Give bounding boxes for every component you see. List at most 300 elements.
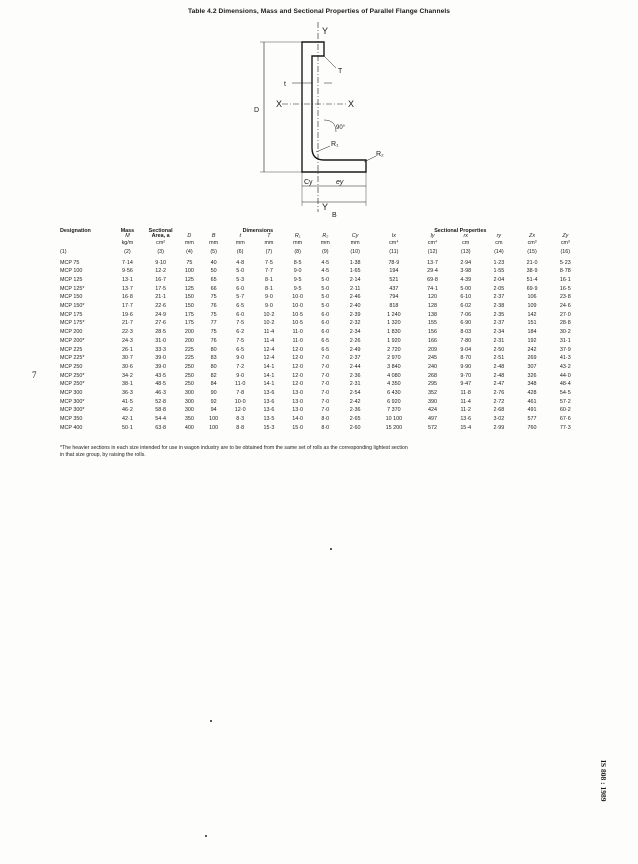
value-cell: 818 <box>389 303 399 310</box>
value-cell: 29·4 <box>427 268 438 275</box>
designation-cell: MCP 150* <box>60 303 85 310</box>
value-cell: 13·0 <box>292 389 304 396</box>
value-cell: 2·38 <box>493 303 505 310</box>
value-cell: 76 <box>210 303 217 310</box>
value-cell: 9·5 <box>293 277 302 284</box>
value-cell: 7·8 <box>236 389 245 396</box>
column-number: (3) <box>157 249 164 256</box>
symbol-cell: Zy <box>562 233 569 240</box>
x-left-label: X <box>276 99 283 109</box>
value-cell: 3·02 <box>493 416 505 423</box>
value-cell: 14·0 <box>292 416 304 423</box>
value-cell: 16·7 <box>155 277 167 284</box>
value-cell: 2·11 <box>349 285 361 292</box>
value-cell: 400 <box>184 424 194 431</box>
value-cell: 15·4 <box>460 424 472 431</box>
value-cell: 348 <box>527 381 537 388</box>
value-cell: 2·39 <box>349 311 361 318</box>
value-cell: 30·7 <box>122 355 133 362</box>
value-cell: 46·2 <box>122 407 133 414</box>
value-cell: 175 <box>184 320 194 327</box>
value-cell: 9·56 <box>122 268 133 275</box>
value-cell: 2 970 <box>387 355 401 362</box>
value-cell: 155 <box>428 320 438 327</box>
value-cell: 75 <box>210 329 217 336</box>
value-cell: 2·35 <box>493 311 505 318</box>
value-cell: 15·3 <box>263 424 275 431</box>
value-cell: 5·23 <box>559 259 571 266</box>
value-cell: 2·49 <box>349 346 361 353</box>
value-cell: 8·0 <box>321 416 330 423</box>
value-cell: 9·70 <box>460 372 472 379</box>
value-cell: 5·00 <box>460 285 472 292</box>
value-cell: 10·5 <box>292 311 304 318</box>
value-cell: 13·6 <box>460 416 472 423</box>
value-cell: 6 920 <box>387 398 401 405</box>
value-cell: 300 <box>184 398 194 405</box>
value-cell: 42·1 <box>122 416 133 423</box>
value-cell: 13·1 <box>122 277 133 284</box>
value-cell: 295 <box>428 381 438 388</box>
footnote-line: *The heavier sections in each size intended for use in wagon industry are to be obtained from the same set of rolls as the corresponding lightest section <box>60 445 408 451</box>
value-cell: 497 <box>428 416 438 423</box>
channel-section-diagram <box>240 20 400 220</box>
value-cell: 2·34 <box>349 329 361 336</box>
table-row <box>60 311 582 320</box>
symbol-cell: R₁ <box>294 233 301 240</box>
area-subheader: Area, a <box>151 233 170 240</box>
value-cell: 2 720 <box>387 346 401 353</box>
value-cell: 4·5 <box>321 259 330 266</box>
r1-label: R₁ <box>331 141 339 148</box>
r2-leader <box>364 156 376 162</box>
value-cell: 8·1 <box>265 277 273 284</box>
table-row <box>60 424 582 433</box>
value-cell: 13·6 <box>263 389 275 396</box>
value-cell: 2·04 <box>493 277 505 284</box>
column-number: (9) <box>322 249 329 256</box>
x-right-label: X <box>348 99 355 109</box>
column-number: (4) <box>186 249 193 256</box>
value-cell: 6 430 <box>387 389 401 396</box>
designation-cell: MCP 200 <box>60 329 83 336</box>
flange-thickness-leader <box>324 56 336 68</box>
value-cell: 33·3 <box>155 346 167 353</box>
mass-header: Mass <box>120 227 135 234</box>
value-cell: 2·50 <box>493 346 505 353</box>
value-cell: 2·44 <box>349 363 361 370</box>
value-cell: 2·34 <box>493 329 505 336</box>
value-cell: 577 <box>527 416 537 423</box>
value-cell: 13·6 <box>263 407 275 414</box>
value-cell: 307 <box>527 363 537 370</box>
value-cell: 11·0 <box>235 381 246 388</box>
column-number: (5) <box>210 249 217 256</box>
value-cell: 23·8 <box>559 294 571 301</box>
value-cell: 11·0 <box>292 337 303 344</box>
value-cell: 7·06 <box>460 311 472 318</box>
value-cell: 14·1 <box>263 372 275 379</box>
value-cell: 6·0 <box>236 311 245 318</box>
value-cell: 54·5 <box>559 389 571 396</box>
value-cell: 21·1 <box>155 294 167 301</box>
value-cell: 40 <box>210 259 217 266</box>
value-cell: 3·98 <box>460 268 472 275</box>
column-number: (10) <box>350 249 360 256</box>
table-row <box>60 285 582 294</box>
breadth-label: B <box>332 212 337 219</box>
value-cell: 16·1 <box>559 277 571 284</box>
value-cell: 84 <box>210 381 217 388</box>
web-thickness-label: t <box>284 81 286 88</box>
value-cell: 2·46 <box>349 294 361 301</box>
value-cell: 74·1 <box>427 285 438 292</box>
value-cell: 31·1 <box>559 337 571 344</box>
value-cell: 44·0 <box>559 372 571 379</box>
value-cell: 39·0 <box>155 363 167 370</box>
value-cell: 75 <box>210 311 217 318</box>
unit-cell: cm <box>495 239 503 246</box>
header-group-row <box>60 226 582 234</box>
value-cell: 80 <box>210 363 217 370</box>
value-cell: 14·1 <box>263 381 275 388</box>
value-cell: 7·0 <box>321 363 330 370</box>
symbol-cell: B <box>211 233 216 240</box>
value-cell: 209 <box>428 346 438 353</box>
value-cell: 250 <box>184 381 194 388</box>
value-cell: 6·5 <box>321 337 330 344</box>
table-row <box>60 381 582 390</box>
value-cell: 1 320 <box>387 320 401 327</box>
value-cell: 7 370 <box>387 407 401 414</box>
value-cell: 17·5 <box>155 285 167 292</box>
designation-cell: MCP 250* <box>60 372 85 379</box>
value-cell: 21·7 <box>122 320 133 327</box>
value-cell: 48·5 <box>155 381 167 388</box>
symbol-cell: M <box>125 233 130 240</box>
value-cell: 194 <box>389 268 399 275</box>
unit-cell: mm <box>293 239 303 246</box>
table-row <box>60 363 582 372</box>
value-cell: 200 <box>184 337 194 344</box>
designation-cell: MCP 100 <box>60 268 83 275</box>
unit-row <box>60 240 582 247</box>
value-cell: 12·0 <box>292 355 304 362</box>
value-cell: 10·2 <box>263 311 275 318</box>
unit-cell: mm <box>320 239 330 246</box>
value-cell: 11·8 <box>460 389 471 396</box>
value-cell: 1·55 <box>493 268 505 275</box>
value-cell: 28·5 <box>155 329 167 336</box>
value-cell: 5·7 <box>236 294 245 301</box>
value-cell: 6·10 <box>460 294 472 301</box>
designation-cell: MCP 250* <box>60 381 85 388</box>
value-cell: 2·48 <box>493 372 505 379</box>
value-cell: 12·0 <box>292 381 304 388</box>
table-row <box>60 355 582 364</box>
unit-cell: cm <box>462 239 470 246</box>
value-cell: 269 <box>527 355 537 362</box>
value-cell: 7·80 <box>460 337 472 344</box>
value-cell: 77·3 <box>559 424 571 431</box>
value-cell: 4·8 <box>236 259 245 266</box>
value-cell: 2·42 <box>349 398 361 405</box>
value-cell: 125 <box>184 277 194 284</box>
value-cell: 2·31 <box>349 381 361 388</box>
symbol-cell: Ix <box>391 233 396 240</box>
table-row <box>60 415 582 424</box>
value-cell: 43·2 <box>559 363 571 370</box>
unit-cell: mm <box>264 239 274 246</box>
value-cell: 352 <box>428 389 438 396</box>
value-cell: 11·2 <box>460 407 471 414</box>
value-cell: 8·78 <box>559 268 571 275</box>
value-cell: 26·1 <box>122 346 133 353</box>
value-cell: 2·36 <box>349 407 361 414</box>
table-body <box>60 259 582 433</box>
value-cell: 7·2 <box>236 363 245 370</box>
column-number: (7) <box>265 249 273 256</box>
symbol-cell: D <box>187 233 192 240</box>
value-cell: 128 <box>428 303 438 310</box>
value-cell: 7·5 <box>265 259 273 266</box>
page-number: 7 <box>32 370 37 380</box>
value-cell: 5·0 <box>321 285 330 292</box>
value-cell: 12·2 <box>155 268 167 275</box>
value-cell: 7·7 <box>265 268 273 275</box>
value-cell: 66 <box>210 285 217 292</box>
value-cell: 100 <box>209 416 219 423</box>
r2-label: R₂ <box>376 151 384 158</box>
value-cell: 63·8 <box>155 424 167 431</box>
value-cell: 12·0 <box>234 407 246 414</box>
value-cell: 54·4 <box>155 416 167 423</box>
value-cell: 5·0 <box>321 303 330 310</box>
value-cell: 13·0 <box>292 407 304 414</box>
value-cell: 69·8 <box>427 277 438 284</box>
designation-cell: MCP 300* <box>60 398 85 405</box>
value-cell: 12·0 <box>292 372 304 379</box>
value-cell: 8·5 <box>293 259 302 266</box>
value-cell: 7·5 <box>236 337 245 344</box>
value-cell: 13·0 <box>292 398 304 405</box>
column-number: (11) <box>389 249 399 256</box>
value-cell: 52·8 <box>155 398 167 405</box>
value-cell: 16·8 <box>122 294 133 301</box>
table-row <box>60 276 582 285</box>
angle-label: 90° <box>336 125 346 131</box>
value-cell: 15·0 <box>292 424 304 431</box>
table-row <box>60 372 582 381</box>
unit-cell: mm <box>209 239 219 246</box>
value-cell: 4 080 <box>387 372 401 379</box>
value-cell: 83 <box>210 355 217 362</box>
value-cell: 2·72 <box>493 398 505 405</box>
value-cell: 38·9 <box>526 268 538 275</box>
unit-cell: mm <box>184 239 194 246</box>
value-cell: 7·14 <box>122 259 133 266</box>
unit-cell: cm³ <box>527 239 537 246</box>
value-cell: 46·3 <box>155 389 167 396</box>
symbol-cell: ry <box>496 233 502 240</box>
value-cell: 9·90 <box>460 363 472 370</box>
designation-cell: MCP 225* <box>60 355 85 362</box>
value-cell: 521 <box>389 277 399 284</box>
value-cell: 7·0 <box>321 398 330 405</box>
symbol-cell: t <box>239 233 241 240</box>
column-number: (14) <box>494 249 504 256</box>
value-cell: 10·0 <box>234 398 246 405</box>
value-cell: 424 <box>428 407 438 414</box>
value-cell: 15 200 <box>385 424 403 431</box>
value-cell: 572 <box>428 424 438 431</box>
value-cell: 794 <box>389 294 399 301</box>
value-cell: 9·0 <box>236 355 245 362</box>
value-cell: 225 <box>184 346 194 353</box>
sectional-properties-header: Sectional Properties <box>434 227 487 234</box>
value-cell: 225 <box>184 355 194 362</box>
value-cell: 5·0 <box>236 268 245 275</box>
value-cell: 11·0 <box>292 329 303 336</box>
value-cell: 250 <box>184 363 194 370</box>
value-cell: 2·48 <box>493 363 505 370</box>
value-cell: 9·04 <box>460 346 472 353</box>
value-cell: 4 350 <box>387 381 401 388</box>
value-cell: 60·2 <box>559 407 571 414</box>
value-cell: 138 <box>428 311 438 318</box>
value-cell: 6·5 <box>236 303 245 310</box>
unit-cell: cm³ <box>560 239 570 246</box>
value-cell: 10 100 <box>385 416 403 423</box>
value-cell: 21·0 <box>526 259 538 266</box>
value-cell: 2·51 <box>493 355 505 362</box>
value-cell: 34·2 <box>122 372 133 379</box>
table-row <box>60 302 582 311</box>
value-cell: 1·65 <box>349 268 361 275</box>
table-row <box>60 268 582 277</box>
designation-cell: MCP 175 <box>60 311 83 318</box>
value-cell: 31·0 <box>155 337 167 344</box>
symbol-cell: Iy <box>430 233 435 240</box>
value-cell: 24·6 <box>559 303 571 310</box>
symbol-cell: Zx <box>529 233 536 240</box>
value-cell: 22·3 <box>122 329 133 336</box>
value-cell: 2·68 <box>493 407 505 414</box>
value-cell: 268 <box>428 372 438 379</box>
column-number: (13) <box>460 249 471 256</box>
value-cell: 6·0 <box>321 329 330 336</box>
value-cell: 166 <box>428 337 438 344</box>
designation-cell: MCP 200* <box>60 337 85 344</box>
value-cell: 100 <box>209 424 219 431</box>
table-row <box>60 389 582 398</box>
designation-cell: MCP 250 <box>60 363 83 370</box>
value-cell: 58·8 <box>155 407 167 414</box>
value-cell: 37·9 <box>559 346 571 353</box>
scan-speck <box>205 835 207 837</box>
value-cell: 28·8 <box>559 320 571 327</box>
value-cell: 156 <box>428 329 438 336</box>
value-cell: 7·0 <box>321 389 330 396</box>
designation-cell: MCP 125* <box>60 285 85 292</box>
value-cell: 50·1 <box>122 424 133 431</box>
value-cell: 184 <box>527 329 537 336</box>
value-cell: 2·14 <box>349 277 361 284</box>
standard-reference: IS 808 : 1989 <box>599 760 608 802</box>
value-cell: 10·0 <box>292 294 304 301</box>
cy-label: Cy <box>304 179 313 186</box>
value-cell: 109 <box>527 303 537 310</box>
value-cell: 9·0 <box>236 372 245 379</box>
value-cell: 300 <box>184 407 194 414</box>
value-cell: 10·0 <box>292 303 304 310</box>
value-cell: 390 <box>428 398 438 405</box>
value-cell: 2·37 <box>349 355 361 362</box>
value-cell: 7·0 <box>321 355 330 362</box>
column-number: (12) <box>427 249 438 256</box>
value-cell: 350 <box>184 416 194 423</box>
ey-label: ey <box>336 179 344 186</box>
value-cell: 3 840 <box>387 363 401 370</box>
value-cell: 2·05 <box>493 285 505 292</box>
value-cell: 94 <box>210 407 217 414</box>
value-cell: 24·9 <box>155 311 167 318</box>
value-cell: 5·0 <box>321 294 330 301</box>
value-cell: 90 <box>210 389 217 396</box>
column-number: (16) <box>560 249 571 256</box>
value-cell: 2·26 <box>349 337 361 344</box>
value-cell: 8·03 <box>460 329 472 336</box>
value-cell: 50 <box>210 268 217 275</box>
unit-cell <box>60 240 111 247</box>
table-row <box>60 294 582 303</box>
unit-cell: kg/m <box>121 239 134 246</box>
value-cell: 8·0 <box>321 424 330 431</box>
value-cell: 150 <box>184 303 194 310</box>
table-row <box>60 337 582 346</box>
value-cell: 5·3 <box>236 277 245 284</box>
value-cell: 17·7 <box>122 303 133 310</box>
designation-cell: MCP 150 <box>60 294 83 301</box>
value-cell: 6·5 <box>321 346 330 353</box>
depth-label: D <box>254 107 260 114</box>
value-cell: 6·02 <box>460 303 472 310</box>
unit-cell: cm⁴ <box>389 239 399 246</box>
value-cell: 300 <box>184 389 194 396</box>
y-top-label: Y <box>322 26 329 36</box>
value-cell: 1 830 <box>387 329 401 336</box>
value-cell: 7·5 <box>236 320 245 327</box>
value-cell: 192 <box>527 337 537 344</box>
footnote <box>60 445 582 458</box>
value-cell: 461 <box>527 398 537 405</box>
column-number: (6) <box>236 249 244 256</box>
designation-cell: MCP 300* <box>60 407 85 414</box>
table-row <box>60 407 582 416</box>
designation-cell: MCP 75 <box>60 259 80 266</box>
value-cell: 175 <box>184 311 194 318</box>
value-cell: 120 <box>428 294 438 301</box>
value-cell: 27·6 <box>155 320 167 327</box>
value-cell: 30·6 <box>122 363 133 370</box>
table-title: Table 4.2 Dimensions, Mass and Sectional Properties of Parallel Flange Channels <box>187 8 451 15</box>
value-cell: 75 <box>210 294 217 301</box>
value-cell: 1·38 <box>349 259 361 266</box>
value-cell: 36·3 <box>122 389 133 396</box>
value-cell: 41·3 <box>559 355 571 362</box>
footnote-line: in that size group, by raising the rolls. <box>60 451 146 458</box>
properties-table <box>60 226 582 433</box>
